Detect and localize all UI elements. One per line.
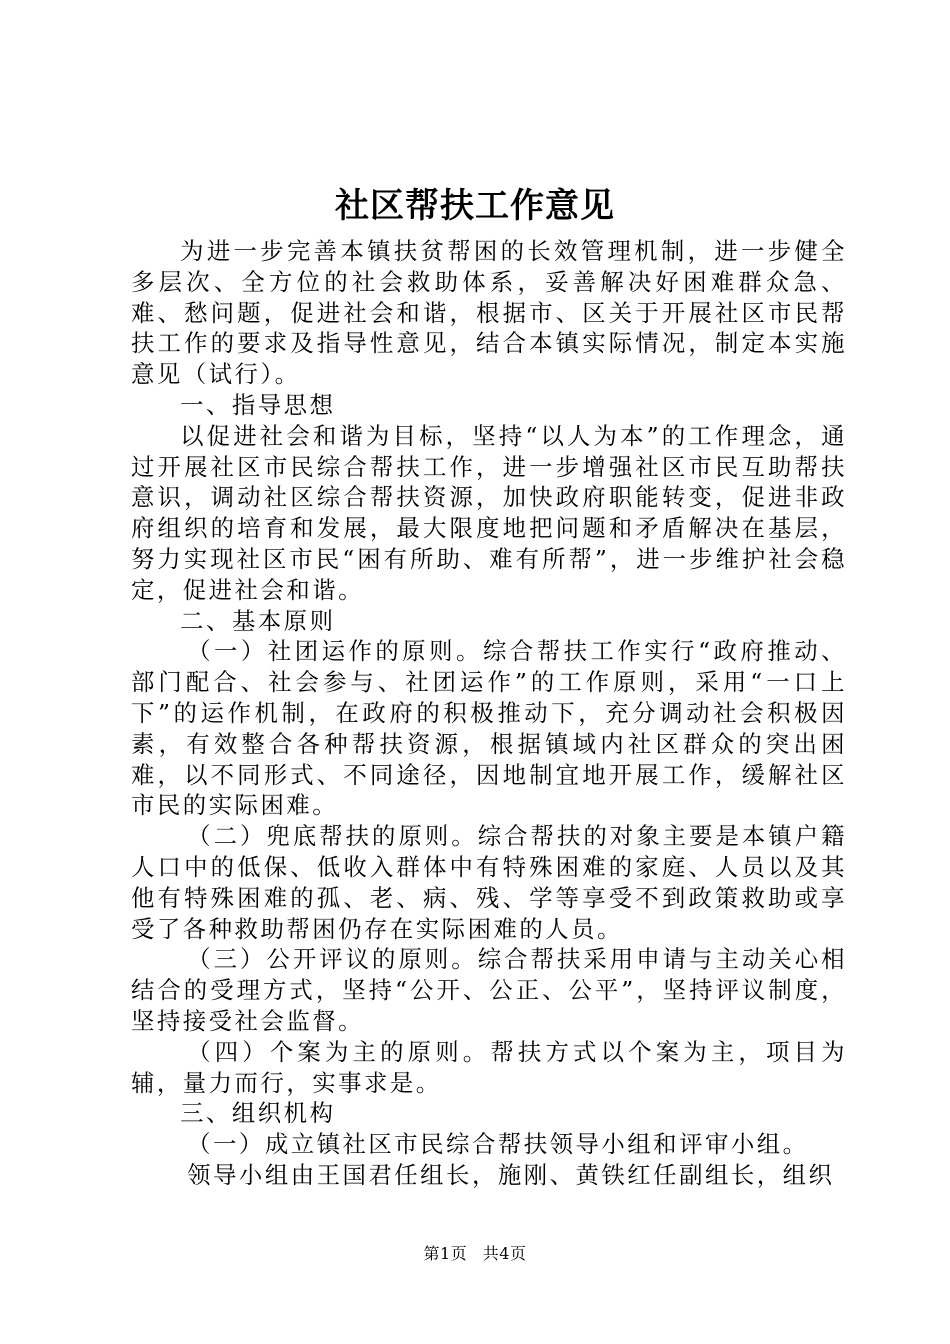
document-body	[131, 236, 847, 1191]
page-total: 共4页	[482, 1244, 527, 1263]
document-title: 社区帮扶工作意见	[335, 186, 615, 226]
organization-item-1: （一）成立镇社区市民综合帮扶领导小组和评审小组。	[187, 1130, 809, 1159]
page-number: 第1页	[423, 1244, 468, 1263]
section-heading-guiding-ideology: 一、指导思想	[180, 390, 336, 419]
principle-1-paragraph: （一）社团运作的原则。综合帮扶工作实行“政府推动、部门配合、社会参与、社团运作”的工作原则，采用“一口上下”的运作机制，在政府的积极推动下，充分调动社会积极因素，有效整合各种帮扶资源，根据镇域内社区群众的突出困难，以不同形式、不同途径，因地制宜地开展工作，缓解社区市民的实际困难。	[131, 637, 847, 820]
principle-2-paragraph: （二）兜底帮扶的原则。综合帮扶的对象主要是本镇户籍人口中的低保、低收入群体中有特殊困难的家庭、人员以及其他有特殊困难的孤、老、病、残、学等享受不到政策救助或享受了各种救助帮困仍存在实际困难的人员。	[131, 822, 847, 943]
organization-leadership-paragraph: 领导小组由王国君任组长，施刚、黄铁红任副组长，组织	[187, 1160, 835, 1189]
principle-3-paragraph: （三）公开评议的原则。综合帮扶采用申请与主动关心相结合的受理方式，坚持“公开、公正、公平”，坚持评议制度，坚持接受社会监督。	[131, 945, 847, 1035]
intro-paragraph: 为进一步完善本镇扶贫帮困的长效管理机制，进一步健全多层次、全方位的社会救助体系，妥善解决好困难群众急、难、愁问题，促进社会和谐，根据市、区关于开展社区市民帮扶工作的要求及指导性意见，结合本镇实际情况，制定本实施意见（试行）。	[131, 237, 847, 389]
guiding-ideology-paragraph: 以促进社会和谐为目标，坚持“以人为本”的工作理念，通过开展社区市民综合帮扶工作，进一步增强社区市民互助帮扶意识，调动社区综合帮扶资源，加快政府职能转变，促进非政府组织的培育和发展，最大限度地把问题和矛盾解决在基层，努力实现社区市民“困有所助、难有所帮”，进一步维护社会稳定，促进社会和谐。	[131, 421, 847, 604]
page-footer	[0, 1243, 950, 1265]
principle-4-paragraph: （四）个案为主的原则。帮扶方式以个案为主，项目为辅，量力而行，实事求是。	[131, 1037, 847, 1097]
section-heading-organization: 三、组织机构	[180, 1099, 336, 1128]
section-heading-basic-principles: 二、基本原则	[180, 606, 336, 635]
